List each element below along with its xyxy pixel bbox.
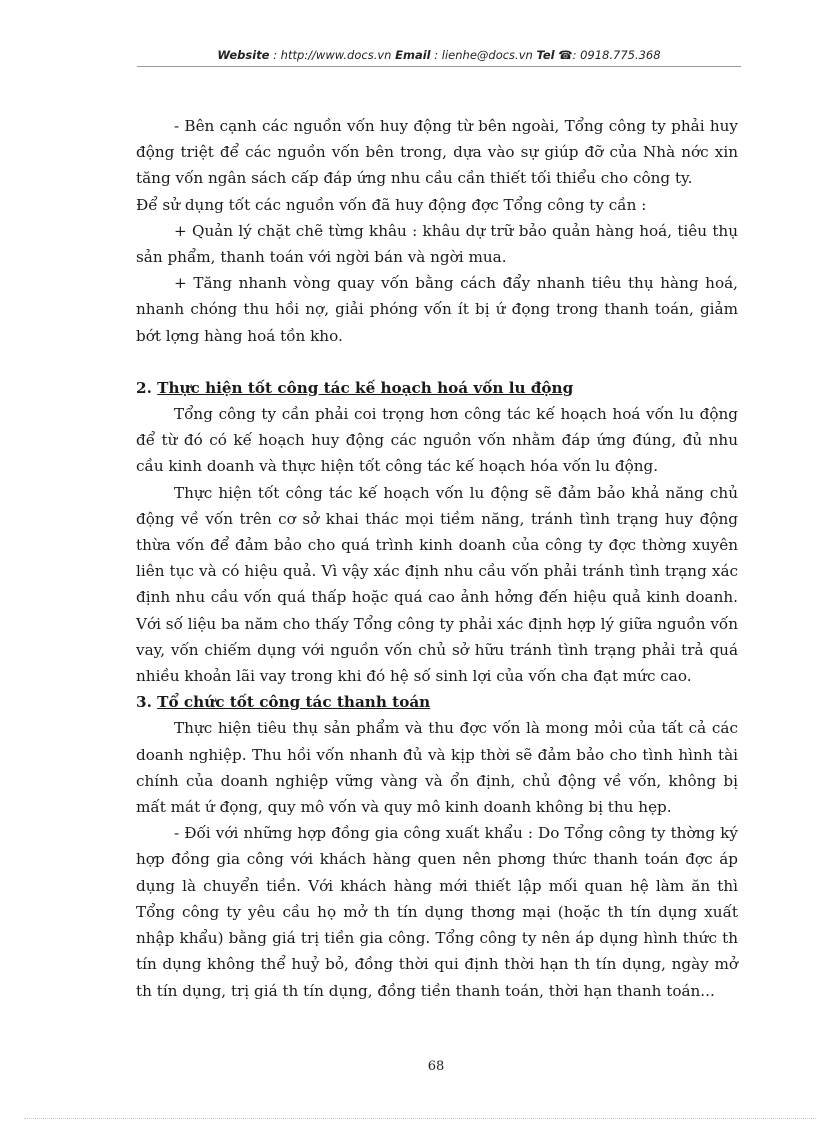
paragraph: + Tăng nhanh vòng quay vốn bằng cách đẩy nhanh tiêu thụ hàng hoá, nhanh chóng thu hồi nợ, giải phóng vốn ít bị ứ đọng trong thanh toán, giảm bớt lợng hàng hoá tồn kho. xyxy=(136,274,738,345)
page-header xyxy=(137,48,741,62)
tel-value: : 0918.775.368 xyxy=(572,48,661,62)
section-number: 2. xyxy=(136,378,152,397)
paragraph: Thực hiện tốt công tác kế hoạch vốn lu động sẽ đảm bảo khả năng chủ động về vốn trên cơ sở khai thác mọi tiềm năng, tránh tình trạng huy động thừa vốn để đảm bảo cho quá trình kinh doanh của công ty đợc thờng xuyên liên tục và có hiệu quả. Vì vậy xác định nhu cầu vốn phải tránh tình trạng xác định nhu cầu vốn quá thấp hoặc quá cao ảnh hởng đến hiệu quả kinh doanh. Với số liệu ba năm cho thấy Tổng công ty phải xác định hợp lý giữa nguồn vốn vay, vốn chiếm dụng với nguồn vốn chủ sở hữu tránh tình trạng phải trả quá nhiều khoản lãi vay trong khi đó hệ số sinh lợi của vốn cha đạt mức cao. xyxy=(136,483,738,686)
phone-icon: ☎ xyxy=(558,48,573,62)
paragraph: - Đối với những hợp đồng gia công xuất khẩu : Do Tổng công ty thờng ký hợp đồng gia công với khách hàng quen nên phơng thức thanh toán đợc áp dụng là chuyển tiền. Với khách hàng mới thiết lập mối quan hệ làm ăn thì Tổng công ty yêu cầu họ mở th tín dụng thơng mại (hoặc th tín dụng xuất nhập khẩu) bằng giá trị tiền gia công. Tổng công ty nên áp dụng hình thức th tín dụng không thể huỷ bỏ, đồng thời qui định thời hạn th tín dụng, ngày mở th tín dụng, trị giá th tín dụng, đồng tiền thanh toán, thời hạn thanh toán... xyxy=(136,824,738,1000)
paragraph: Để sử dụng tốt các nguồn vốn đã huy động đợc Tổng công ty cần : xyxy=(136,195,647,214)
section-3-heading xyxy=(136,689,738,715)
section-number: 3. xyxy=(136,693,152,712)
body-text xyxy=(136,113,738,1004)
paragraph: Thực hiện tiêu thụ sản phẩm và thu đợc vốn là mong mỏi của tất cả các doanh nghiệp. Thu hồi vốn nhanh đủ và kịp thời sẽ đảm bảo cho tình hình tài chính của doanh nghiệp vững vàng và ổn định, chủ động về vốn, không bị mất mát ứ đọng, quy mô vốn và quy mô kinh doanh không bị thu hẹp. xyxy=(136,719,738,817)
paragraph: - Bên cạnh các nguồn vốn huy động từ bên ngoài, Tổng công ty phải huy động triệt để các nguồn vốn bên trong, dựa vào sự giúp đỡ của Nhà nớc xin tăng vốn ngân sách cấp đáp ứng nhu cầu cần thiết tối thiểu cho công ty. xyxy=(136,117,738,188)
paragraph: + Quản lý chặt chẽ từng khâu : khâu dự trữ bảo quản hàng hoá, tiêu thụ sản phẩm, thanh toán với ngời bán và ngời mua. xyxy=(136,221,738,267)
page-number: 68 xyxy=(427,1059,445,1074)
website-value: : http://www.docs.vn xyxy=(273,48,392,62)
tel-label: Tel xyxy=(536,48,555,62)
page-edge-line xyxy=(24,1118,816,1119)
section-title: Tổ chức tốt công tác thanh toán xyxy=(157,693,431,712)
paragraph: Tổng công ty cần phải coi trọng hơn công tác kế hoạch hoá vốn lu động để từ đó có kế hoạch huy động các nguồn vốn nhằm đáp ứng đúng, đủ nhu cầu kinh doanh và thực hiện tốt công tác kế hoạch hóa vốn lu động. xyxy=(136,405,738,476)
email-label: Email xyxy=(395,48,431,62)
section-title: Thực hiện tốt công tác kế hoạch hoá vốn lu động xyxy=(157,378,574,397)
header-divider xyxy=(137,66,741,67)
section-2-heading xyxy=(136,375,738,401)
spacer xyxy=(136,349,738,375)
email-value: : lienhe@docs.vn xyxy=(434,48,533,62)
website-label: Website xyxy=(217,48,270,62)
